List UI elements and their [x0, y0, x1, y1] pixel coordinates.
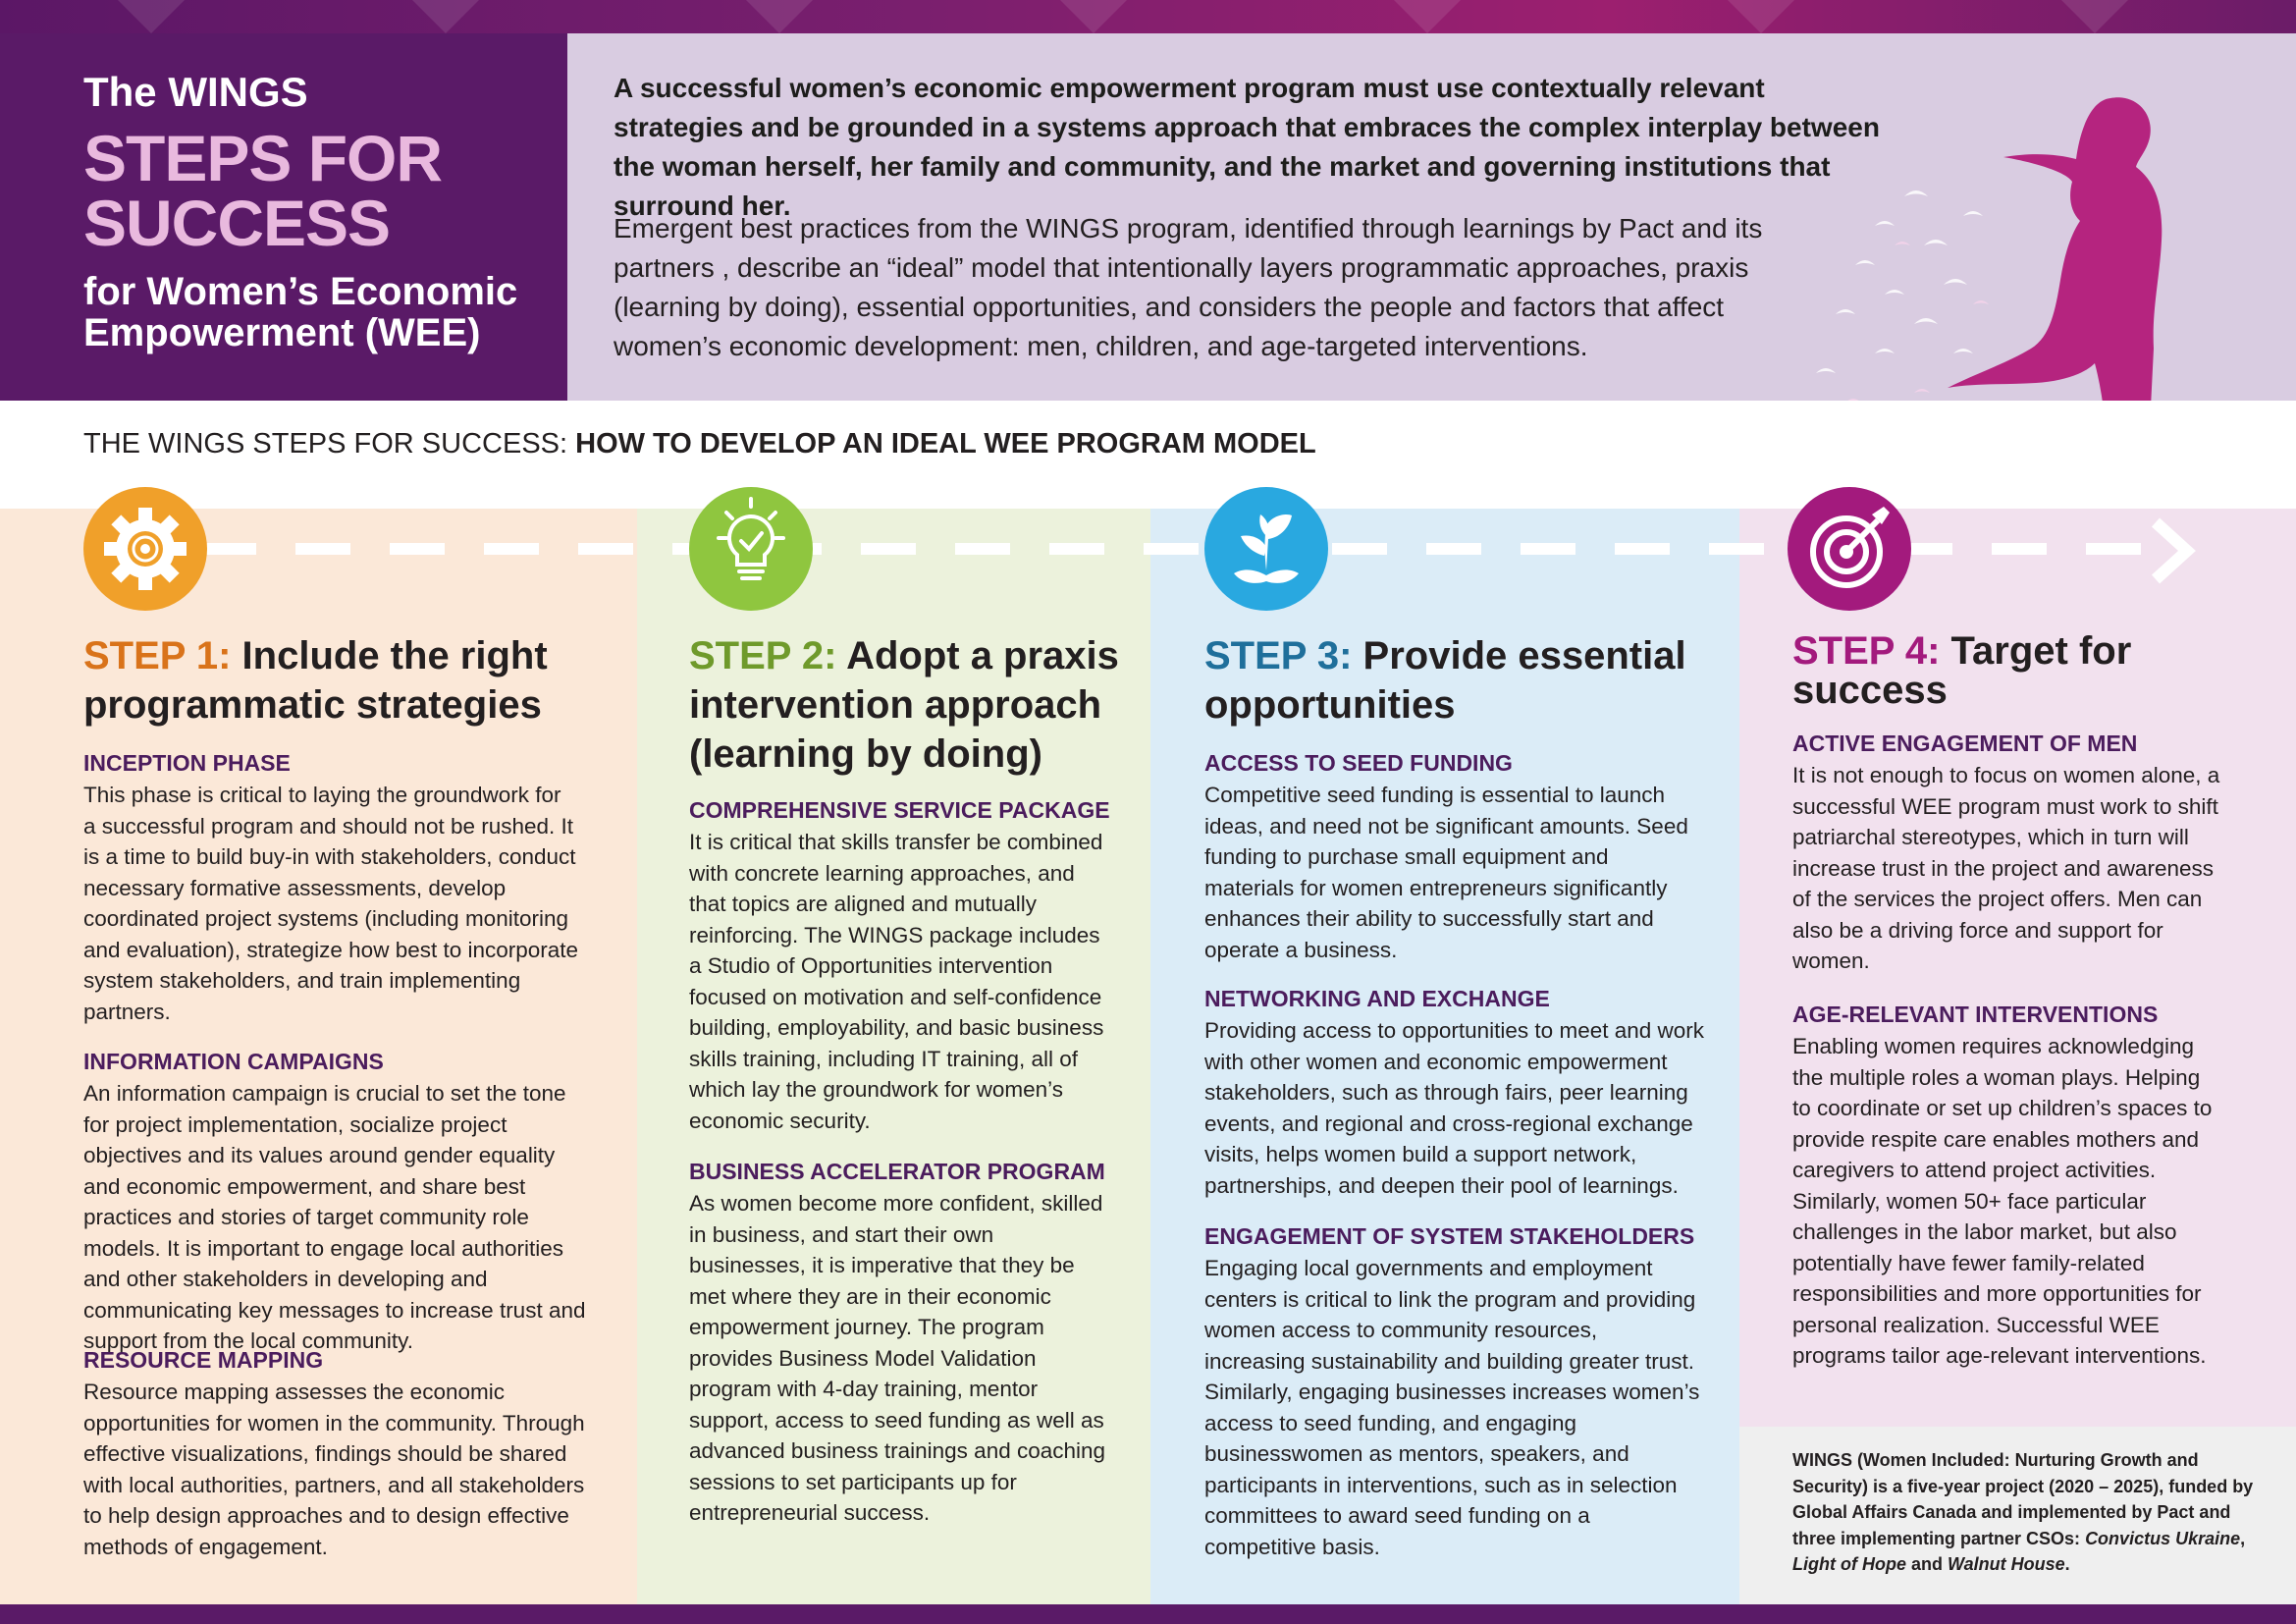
subtitle-bold: HOW TO DEVELOP AN IDEAL WEE PROGRAM MODEL	[575, 428, 1316, 460]
section-heading: ENGAGEMENT OF SYSTEM STAKEHOLDERS	[1204, 1223, 1695, 1249]
intro-paragraph: Emergent best practices from the WINGS program, identified through learnings by Pact and its partners , describe an “ideal” model that intentionally layers programmatic approaches, praxis (learning by doing), essential opportunities, and considers the people and factors that affect women’s economic development: men, children, and age-targeted interventions.	[614, 213, 1763, 361]
section-body: It is critical that skills transfer be combined with concrete learning approaches, and that topics are aligned and mutually reinforcing. The WINGS package includes a Studio of Opportunities intervention focused on motivation and self-confidence building, employability, and basic business skills training, including IT training, all of which lay the groundwork for women’s economic security.	[689, 830, 1104, 1133]
footnote-separator: and	[1905, 1554, 1948, 1574]
hero-subtitle	[83, 271, 517, 353]
step-3-number: STEP 3:	[1204, 634, 1353, 677]
band-triangle	[1728, 0, 1794, 33]
step-4-title-text: Target for success	[1792, 629, 2132, 712]
hero-big-title	[83, 122, 443, 259]
section-heading: ACCESS TO SEED FUNDING	[1204, 750, 1513, 776]
hero-big-title-line-1: STEPS FOR	[83, 122, 443, 194]
section-heading: RESOURCE MAPPING	[83, 1347, 324, 1373]
band-triangle	[412, 0, 479, 33]
sprout-icon	[1204, 487, 1328, 611]
intro-bold-paragraph: A successful women’s economic empowerment program must use contextually relevant strategies and be grounded in a systems approach that embraces the complex interplay between the woman herself, her family and community, and the market and governing institutions that surround her.	[614, 73, 1880, 221]
section-body: Competitive seed funding is essential to launch ideas, and need not be significant amounts. Seed funding to purchase small equipment and materials for women entrepreneurs significantly enhances their ability to successfully start and operate a business.	[1204, 783, 1688, 962]
step-3-title-text: Provide essential opportunities	[1204, 634, 1686, 727]
steps-subtitle	[83, 428, 1316, 460]
footnote-org-1: Convictus Ukraine	[2085, 1528, 2241, 1548]
subtitle-plain: THE WINGS STEPS FOR SUCCESS:	[83, 428, 576, 460]
section-heading: INFORMATION CAMPAIGNS	[83, 1049, 384, 1074]
section-body: Enabling women requires acknowledging the multiple roles a woman plays. Helping to coordinate or set up children’s spaces to provide respite care enables mothers and caregivers to attend project activities. Similarly, women 50+ face particular challenges in the labor market, but also potentially have fewer family-related responsibilities and more opportunities for personal realization. Successful WEE programs tailor age-relevant interventions.	[1792, 1034, 2213, 1368]
section-body: An information campaign is crucial to set the tone for project implementation, socialize project objectives and its values around gender equality and economic empowerment, and share best practices and stories of target community role models. It is important to engage local authorities and other stakeholders in developing and communicating key messages to increase trust and support from the local community.	[83, 1081, 586, 1353]
step-1-title-text: Include the right programmatic strategies	[83, 634, 548, 727]
footnote-text: WINGS (Women Included: Nurturing Growth and Security) is a five-year project (2020 – 2025), funded by Global Affairs Canada and implemented by Pact and three implementing partner CSOs:	[1792, 1450, 2254, 1548]
section-body: Providing access to opportunities to meet and work with other women and economic empowerment stakeholders, such as through fairs, peer learning events, and regional and cross-regional exchange visits, helps women build a support network, partnerships, and deepen their pool of learnings.	[1204, 1018, 1705, 1198]
arrow-head-icon	[2150, 516, 2199, 585]
section-heading: INCEPTION PHASE	[83, 750, 291, 776]
step-2-number: STEP 2:	[689, 634, 837, 677]
band-triangle	[1060, 0, 1127, 33]
band-triangle	[746, 0, 813, 33]
hero-big-title-line-2: SUCCESS	[83, 187, 391, 259]
step-2-title-text: Adopt a praxis intervention approach (learning by doing)	[689, 634, 1119, 776]
band-triangle	[118, 0, 185, 33]
step-4-number: STEP 4:	[1792, 629, 1941, 673]
section-body: It is not enough to focus on women alone, a successful WEE program must work to shift patriarchal stereotypes, which in turn will increase trust in the project and awareness of the services the project offers. Men can also be a driving force and support for women.	[1792, 763, 2220, 973]
section-heading: AGE-RELEVANT INTERVENTIONS	[1792, 1001, 2159, 1027]
band-triangle	[2061, 0, 2128, 33]
top-decorative-band	[0, 0, 2296, 33]
section-body: Resource mapping assesses the economic opportunities for women in the community. Through effective visualizations, findings should be shared with local authorities, partners, and all stakeholders to help design approaches and to design effective methods of engagement.	[83, 1380, 585, 1559]
hero-subtitle-line-2: Empowerment (WEE)	[83, 311, 481, 354]
footnote-org-2: Light of Hope	[1792, 1554, 1906, 1574]
target-icon	[1788, 487, 1911, 611]
footnote	[1792, 1447, 2254, 1578]
section-body: As women become more confident, skilled in business, and start their own businesses, it is imperative that they be met where they are in their economic empowerment journey. The program provides Business Model Validation program with 4-day training, mentor support, access to seed funding as well as advanced business trainings and coaching sessions to set participants up for entrepreneurial success.	[689, 1191, 1106, 1525]
footnote-org-3: Walnut House	[1948, 1554, 2065, 1574]
step-3-title	[1204, 631, 1695, 730]
section-heading: BUSINESS ACCELERATOR PROGRAM	[689, 1159, 1105, 1184]
step-4-title	[1792, 631, 2224, 710]
section-heading: ACTIVE ENGAGEMENT OF MEN	[1792, 731, 2138, 756]
hero-subtitle-line-1: for Women’s Economic	[83, 270, 518, 313]
birds-cluster	[1816, 190, 1983, 373]
section-heading: NETWORKING AND EXCHANGE	[1204, 986, 1550, 1011]
hero-line-1: The WINGS	[83, 69, 308, 115]
section-body: Engaging local governments and employment centers is critical to link the program and providing women access to community resources, increasing sustainability and building greater trust. Similarly, engaging businesses increases women’s access to seed funding, and engaging businesswomen as mentors, speakers, and participants in interventions, such as in selection committees to award seed funding on a competitive basis.	[1204, 1256, 1700, 1559]
lightbulb-icon	[689, 487, 813, 611]
step-2-title	[689, 631, 1121, 779]
section-heading: COMPREHENSIVE SERVICE PACKAGE	[689, 797, 1110, 823]
footnote-separator: ,	[2240, 1528, 2246, 1548]
bottom-band	[0, 1604, 2296, 1624]
gear-icon	[83, 487, 207, 611]
section-body: This phase is critical to laying the groundwork for a successful program and should not be rushed. It is a time to build buy-in with stakeholders, conduct necessary formative assessments, develop coordinated project systems (including monitoring and evaluation), strategize how best to incorporate system stakeholders, and train implementing partners.	[83, 783, 579, 1024]
step-1-title	[83, 631, 594, 730]
footnote-end: .	[2064, 1554, 2070, 1574]
step-1-number: STEP 1:	[83, 634, 232, 677]
band-triangle	[1394, 0, 1461, 33]
